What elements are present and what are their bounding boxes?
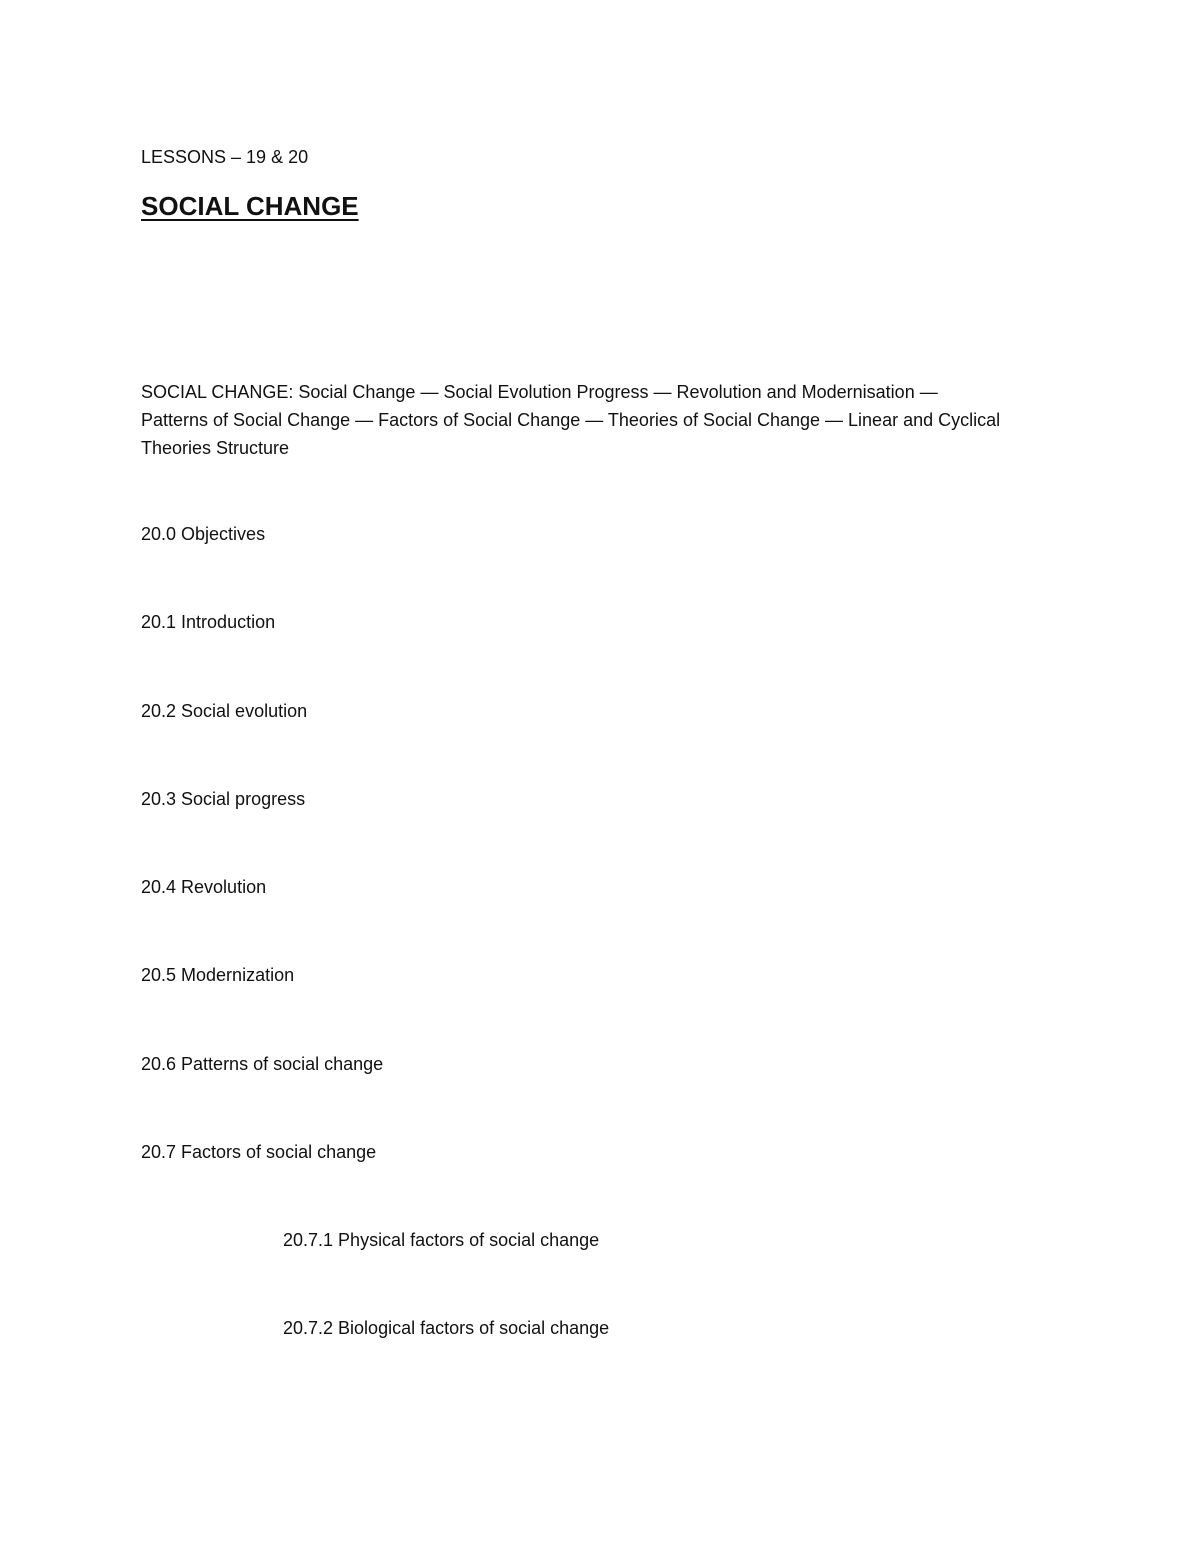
section-heading: 20.0 Objectives [141, 524, 266, 544]
section-heading: 20.2 Social evolution [141, 701, 308, 721]
section-heading: 20.4 Revolution [141, 877, 267, 897]
section-heading: 20.5 Modernization [141, 965, 295, 985]
section-heading: 20.7 Factors of social change [141, 1142, 377, 1162]
summary-line: SOCIAL CHANGE: Social Change — Social Evolution Progress — Revolution and Modernisation — [141, 382, 938, 402]
lessons-label: LESSONS – 19 & 20 [141, 147, 309, 167]
summary-line: Patterns of Social Change — Factors of Social Change — Theories of Social Change — Linear and Cyclical [141, 410, 1001, 430]
section-heading: 20.6 Patterns of social change [141, 1054, 384, 1074]
subsection-heading: 20.7.2 Biological factors of social change [283, 1318, 610, 1338]
section-heading: 20.3 Social progress [141, 789, 306, 809]
summary-paragraph [141, 378, 1061, 462]
summary-line: Theories Structure [141, 438, 290, 458]
page-title: SOCIAL CHANGE [141, 191, 359, 221]
subsection-heading: 20.7.1 Physical factors of social change [283, 1230, 600, 1250]
section-heading: 20.1 Introduction [141, 612, 276, 632]
